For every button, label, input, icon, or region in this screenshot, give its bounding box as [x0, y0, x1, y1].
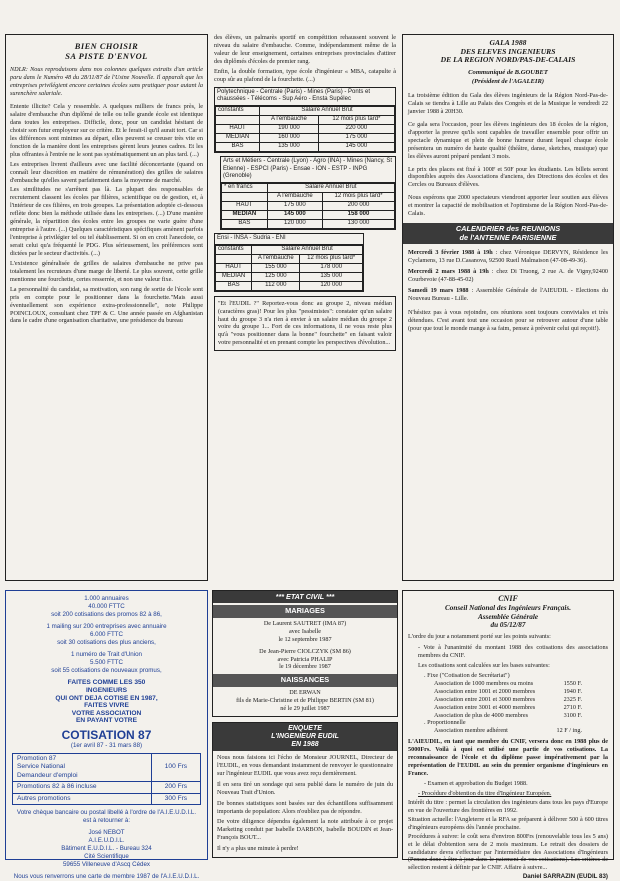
fee-value: 2325 F.	[563, 695, 582, 703]
cnif-fixe: . Fixe ("Cotisation de Secrétariat")	[424, 671, 510, 679]
fee-label: Association de 1000 membres ou moins	[434, 679, 534, 687]
gala-paragraph: Ce gala sera l'occasion, pour les élèves ingénieurs des 18 écoles de la région, d'apporter la preuve qu'ils sont capables de travailler ensemble pour offrir un spectacle dynamique et plein de bonne humeur durant lequel chaque école présentera un numéro de haute qualité (théâtre, danse, sketches, musique) que les élèves auront préparé pendant 3 mois.	[408, 120, 608, 160]
table-row	[13, 782, 201, 793]
fee-label: Association entre 2001 et 3000 membres	[434, 695, 536, 703]
article-continuation: des élèves, un palmarès sportif en compétition rehaussent souvent le niveau du salaire d'embauche. Comme, indépendamment même de la valeur de leur enseignement, certaines entreprises provinciales d'attirer des diplômés d'écoles de premier rang.	[214, 34, 396, 65]
article-cnif	[402, 590, 614, 881]
salary-column	[212, 34, 398, 581]
reunion-text: : chez Di Truong, 2 rue A. de Vigny,92400 Courbevoie (47-88-45-02)	[408, 268, 609, 283]
enquete-paragraph: De bonnes statistiques sont basées sur des échantillons suffisamment importants de population: Alors n'oubliez pas de répondre.	[217, 799, 393, 815]
table-row	[216, 263, 363, 272]
reunion-item	[408, 268, 608, 284]
article-paragraph: Les similitudes ne s'arrêtent pas là. La plupart des responsables de recrutement classent les écoles par filières, scientifique ou de gestion, et, à l'intérieur de ces filières, en trois groupes. La présentation adoptée ci-dessous reflète donc bien la méthode utilisée dans les entreprises. (...) D'une manière générale, la répartition des écoles entre les groupes ne varie guère d'une entreprise à l'autre. (...) Quelques caractéristiques spécifiques amènent parfois l'entreprise à privilégier tel ou tel établissement. Si on en croit l'anecdote, ce serait celui qu'a fréquenté le PDG. Plus sérieusement, les préférences sont dictées par le secteur d'activités. (...)	[10, 186, 203, 257]
table-cell: * en francs	[222, 183, 268, 192]
fee-label: Association de plus de 4000 membres	[434, 711, 528, 719]
gala-paragraph: La troisième édition du Gala des élèves ingénieurs de la Région Nord-Pas-de-Calais se tiendra à Lille au Palais des Congrès et de la Musique le vendredi 22 janvier 1988 à 20H30.	[408, 92, 608, 115]
reunions-title: CALENDRIER des REUNIONS de l'ANTENNE PARISIENNE	[403, 223, 613, 244]
table-cell: 155 000	[252, 263, 300, 272]
table-row	[222, 201, 395, 210]
table-cell: 145 000	[318, 142, 394, 151]
etat-civil	[212, 590, 398, 860]
stat-line: 1.000 annuaires	[84, 595, 129, 602]
article-paragraph: L'existence généralisée de grilles de salaires d'embauche ne prive pas totalement les recruteurs d'une marge de liberté. Le plus souvent, cette grille mentionne une fourchette, certes resserrée, et non une valeur fixe.	[10, 259, 203, 283]
salary-table	[215, 106, 395, 152]
cnif-intro: L'ordre du jour a notamment porté sur les points suivants:	[408, 633, 551, 641]
footer-note: Nous vous renverrons une carte de membre 1987 de l'A.I.E.U.D.I.L.	[13, 872, 200, 880]
fee-value: 3100 F.	[563, 711, 582, 719]
table-row	[222, 210, 395, 219]
mariage-item: De Laurent SAUTRET (IMA 87) avec Isabelle le 12 septembre 1987	[263, 619, 347, 643]
row-label: BAS	[216, 281, 252, 290]
table-row	[222, 219, 395, 228]
table-caption: Salaire Annuel Brut	[252, 245, 363, 254]
table-cell	[222, 192, 268, 201]
table-header: 12 mois plus tard*	[323, 192, 395, 201]
table-row	[216, 281, 363, 290]
table-header: A l'embauche	[252, 254, 300, 263]
cotisation-period: (1er avril 87 - 31 mars 88)	[70, 742, 143, 750]
rate-label: Promotion 87 Service National Demandeur d'emploi	[13, 754, 152, 782]
table-cell: 120 000	[267, 219, 322, 228]
table-header: 12 mois plus tard*	[300, 254, 363, 263]
enquete-paragraph: Il n'y a plus une minute à perdre!	[217, 845, 299, 853]
cnif-situation: Situation actuelle: l'Angleterre et la RFA se préparent à délivrer 500 à 600 titres d'ingénieurs européens dès l'année prochaine.	[408, 815, 608, 831]
enquete-title: ENQUETE L'INGENIEUR EUDIL EN 1988	[213, 723, 397, 751]
reunion-item	[408, 249, 608, 265]
row-label: HAUT	[216, 263, 252, 272]
stat-line: 5.500 FTTC	[89, 658, 123, 666]
schools-list: Ensi - INSA - Sudria - ENI	[215, 234, 363, 245]
table-cell: 160 000	[260, 133, 319, 142]
stat-line: soit 200 cotisations des promos 82 à 86,	[51, 610, 162, 618]
table-cell: 130 000	[323, 219, 395, 228]
rate-label: Promotions 82 à 86 incluse	[13, 782, 152, 793]
stat-line: soit 55 cotisations de nouveaux promus,	[51, 666, 162, 674]
table-cell: constants	[216, 106, 260, 115]
stat-line: 1 numéro de Trait d'Union	[70, 650, 142, 658]
article-gala	[402, 34, 614, 581]
cnif-aieudil: L'AIEUDIL, en tant que membre du CNIF, versera donc en 1988 plus de 5000Frs. Voilà à quoi est utilisé une partie de vos cotisations. La reconnaissance de l'école et du diplôme passe impérativement par la représentation de l'EUDIL au sein du premier organisme d'ingénieurs en France.	[408, 738, 608, 778]
enquete-paragraph: Nous nous faisions ici l'écho de Monsieur JOURNEL, Directeur de l'EUDIL, en vous demandant instamment de renvoyer le questionnaire sur l'ingénieur EUDIL que vous avez reçu dernièrement.	[217, 753, 393, 777]
table-header: 12 mois plus tard*	[318, 115, 394, 124]
cnif-budget: - Examen et approbation du Budget 1988.	[424, 780, 528, 788]
table-cell: 220 000	[318, 124, 394, 133]
table-cell: 158 000	[323, 210, 395, 219]
rate-label: Autres promotions	[13, 793, 152, 804]
table-cell: constants	[216, 245, 252, 254]
table-cell: 178 000	[300, 263, 363, 272]
table-row	[13, 793, 201, 804]
table-cell: 120 000	[300, 281, 363, 290]
cnif-vote: - Vote à l'unanimité du montant 1988 des cotisations des associations membres du CNIF.	[418, 644, 608, 659]
table-cell: 145 000	[267, 210, 322, 219]
fee-value: 12 F / ing.	[556, 727, 582, 735]
fee-value: 2710 F.	[563, 703, 582, 711]
article-paragraph: Entente illicite? Cela y ressemble. A quelques milliers de francs près, le salaire d'embauche d'un diplômé de telle ou telle grande école est identique dans toutes les entreprises. Difficile, donc, pour un candidat hésitant de choisir son futur employeur sur ce critère. Et le ferait-il qu'il aurait tort. Car si les différences sont minimes au départ, elles peuvent se creuser très vite en fonction de la manière dont les entreprises gèrent leurs jeunes cadres. Et les plus offrantes à l'entrée ne le sont pas systématiquement un an plus tard. (...)	[10, 103, 203, 158]
schools-list: Polytechnique - Centrale (Paris) - Mines (Paris) - Ponts et chaussées - Télécoms - Sup Aéro - Ensta Supélec	[215, 88, 395, 106]
table-header: A l'embauche	[267, 192, 322, 201]
row-label: MEDIAN	[222, 210, 268, 219]
table-row	[216, 124, 395, 133]
fee-row	[408, 688, 608, 696]
cnif-subtitle: Conseil National des Ingénieurs Français. Assemblée Générale du 05/12/87	[444, 604, 571, 629]
fee-row	[408, 680, 608, 688]
reunion-text: : Assemblée Générale de l'AIEUDIL - Elections du Nouveau Bureau - Lille.	[408, 286, 609, 302]
fee-row	[408, 712, 608, 720]
reunion-text: : chez Véronique DERVYN, Résidence les Cyclamens, 13 rue D.Casanova, 92500 Rueil Malmaison (47-08-49-36).	[408, 249, 609, 265]
fee-label: Association entre 3001 et 4000 membres	[434, 703, 536, 711]
enquete-paragraph: De votre diligence dépendra également la note attribuée à ce projet Marketing conduit par Isabelle DARBON, Isabelle BOUDIN et Jean-François BOUT...	[217, 818, 393, 842]
stat-line: 40.000 FTTC	[88, 602, 125, 610]
table-caption: Salaire Annuel Brut	[267, 183, 394, 192]
table-cell: 175 000	[267, 201, 322, 210]
stat-line: 6.000 FTTC	[89, 630, 123, 638]
etat-civil-header: *** ETAT CIVIL ***	[213, 591, 397, 603]
fee-row	[408, 696, 608, 704]
row-label: HAUT	[216, 124, 260, 133]
article-continuation-2: Enfin, la double formation, type école d'ingénieur « MBA, catapulte à coup sûr au plafond de la fourchette. (...)	[214, 67, 396, 83]
table-row	[13, 754, 201, 782]
stat-line: soit 30 cotisations des plus anciens,	[57, 638, 156, 646]
table-row	[216, 272, 363, 281]
fee-label: Association membre adhérent	[434, 727, 508, 735]
cnif-prop: . Proportionnelle	[424, 719, 466, 727]
cnif-procedure-title: - Procédure d'obtention du titre d'Ingénieur Européen.	[418, 789, 552, 797]
reunion-date: Samedi 19 mars 1988	[408, 286, 469, 294]
fee-label: Association entre 1001 et 2000 membres	[434, 687, 536, 695]
row-label: BAS	[216, 142, 260, 151]
table-row	[216, 133, 395, 142]
etat-civil-box	[212, 590, 398, 717]
table-cell: 175 000	[318, 133, 394, 142]
table-cell: 190 000	[260, 124, 319, 133]
table-cell	[216, 254, 252, 263]
payment-info: Votre chèque bancaire ou postal libellé à l'ordre de l'A.I.E.U.D.I.L. est à retourner à:	[16, 809, 197, 825]
gala-paragraph: Le prix des places est fixé à 100F et 50F pour les étudiants. Les billets seront disponibles auprès des Associations d'anciens, des Directions des écoles et des Cercles ou Bureaux d'élèves.	[408, 165, 608, 189]
fee-row	[408, 727, 608, 735]
mariages-title: MARIAGES	[213, 605, 397, 618]
salary-footnote: "Et l'EUDIL ?" Reportez-vous donc au groupe 2, niveau médian (caractères gras)! Pour les plus "pessimistes": constater qu'un salaire haut du groupe 3 n'a rien à envier à un salaire médian du groupe 2 voire du groupe 1... Fort de ces informations, il ne vous reste plus qu'à "vous positionner dans la bonne" fourchette" en faisant valoir votre personnalité et en prenant compte les perspectives d'évolution...	[214, 296, 396, 352]
address: José NEBOT A.I.E.U.D.I.L. Bâtiment E.U.D.I.L. - Bureau 324 Cité Scientifique 59655 Villeneuve d'Ascq Cédex	[61, 829, 152, 868]
fee-value: 1550 F.	[563, 679, 582, 687]
cnif-procedures: Procédures à suivre: le coût sera d'environ 800Frs (renouvelable tous les 5 ans) et le délai d'obtention sera de 2 mois maximum. Le retrait des dossiers de candidature devra s'effectuer par l'intermédiaire des Associations d'Ingénieurs (Pensez donc à être à jour dans le paiement de vos cotisations). Les critères de sélection restent à définir par le CNIF. Affaire à suivre...	[408, 832, 608, 872]
reunion-date: Mercredi 2 mars 1988 à 19h	[408, 268, 489, 276]
row-label: MEDIAN	[216, 133, 260, 142]
mariage-item: De Jean-Pierre CIOLCZYK (SM 86) avec Patricia PHALIP le 19 décembre 1987	[259, 647, 351, 671]
reunion-item	[408, 287, 608, 303]
cotisation-title: COTISATION 87	[61, 727, 152, 742]
article-title: BIEN CHOISIR	[74, 42, 139, 51]
row-label: BAS	[222, 219, 268, 228]
enquete-paragraph: Il en sera tiré un sondage qui sera publié dans le numéro de juin du Nouveau Trait d'Union.	[217, 780, 393, 796]
row-label: MEDIAN	[216, 272, 252, 281]
table-row	[216, 142, 395, 151]
gala-byline: Communiqué de B.GOUBET (Président de l'AGALEIR)	[468, 69, 548, 85]
fee-row	[408, 704, 608, 712]
article-intro: NDLR: Nous reproduisons dans nos colonnes quelques extraits d'un article paru dans le Numéro 48 du 28/11/87 de l'Usine Nouvelle. Il apparaît que les entreprises privilégient encore certaines écoles sans pratiquer pour autant la surenchère salariale.	[10, 66, 203, 98]
table-cell: 125 000	[252, 272, 300, 281]
stat-line: 1 mailing sur 200 entreprises avec annuaire	[46, 622, 167, 630]
rate-price: 300 Frs	[151, 793, 200, 804]
article-bien-choisir	[5, 34, 208, 581]
row-label: HAUT	[222, 201, 268, 210]
gala-title: GALA 1988 DES ELEVES INGENIEURS DE LA REGION NORD/PAS-DE-CALAIS	[440, 38, 576, 65]
salary-table-group-3	[214, 233, 364, 292]
table-cell: 200 000	[323, 201, 395, 210]
article-subtitle: SA PISTE D'ENVOL	[65, 51, 148, 61]
table-cell: 135 000	[300, 272, 363, 281]
cotisation-panel	[5, 590, 208, 880]
naissances-title: NAISSANCES	[213, 674, 397, 687]
rate-price: 200 Frs	[151, 782, 200, 793]
article-paragraph: La personnalité du candidat, sa motivation, son rang de sortie de l'école sont pris en compte pour le positionner dans la fourchette."Mais aussi éventuellement son expérience extra-professionnelle", note Philippe POINCLOUX, consultant chez TPF & C. Une année passée en Afghanistan dans le cadre d'une organisation charitative, une présidence du bureau	[10, 285, 203, 325]
table-cell: 112 000	[252, 281, 300, 290]
salary-table-group-1	[214, 87, 396, 153]
cnif-calc: Les cotisations sont calculées sur les bases suivantes:	[418, 661, 550, 669]
naissance-item: DE ERWAN fils de Marie-Christine et de Philippe BERTIN (SM 81) né le 29 juillet 1987	[236, 688, 374, 712]
cnif-title: CNIF	[498, 594, 518, 603]
salary-table-group-2	[220, 156, 396, 230]
cnif-procedure: Intérêt du titre : permet la circulation des ingénieurs dans tous les pays d'Europe en vue de l'ouverture des frontières en 1992.	[408, 798, 608, 814]
schools-list: Arts et Métiers - Centrale (Lyon) - Agro (INA) - Mines (Nancy, St Etienne) - ESPCI (Paris) - Ensae - ION - ESTP - INPG (Grenoble)	[221, 157, 395, 183]
slogan: FAITES COMME LES 350 INGENIEURS QUI ONT DEJA COTISE EN 1987, FAITES VIVRE VOTRE ASSOCIATION EN PAYANT VOTRE	[55, 679, 158, 725]
rate-price: 100 Frs	[151, 754, 200, 782]
fee-value: 1940 F.	[563, 687, 582, 695]
article-paragraph: Les entreprises livrent d'ailleurs avec une facilité déconcertante (quand on connaît leur discrétion en matière de rémunération) des grilles de salaires d'embauche qu'elles savent parfaitement dans la moyenne de marché.	[10, 160, 203, 184]
enquete-box	[212, 722, 398, 858]
table-cell: 135 000	[260, 142, 319, 151]
cnif-signature: Daniel SARRAZIN (EUDIL 83)	[522, 873, 608, 881]
rates-table	[12, 753, 201, 805]
salary-table	[221, 183, 395, 229]
reunion-date: Mercredi 3 février 1988 à 19h	[408, 249, 493, 257]
table-header: A l'embauche	[260, 115, 319, 124]
reunion-closing: N'hésitez pas à vous rejoindre, ces réunions sont toujours conviviales et très détendues. C'est avant tout une occasion pour se retrouver autour d'une table (pour que tout le monde mange à sa faim, pensez à prévenir celui qui reçoit!).	[408, 308, 608, 332]
table-caption: Salaire Annuel Brut	[260, 106, 395, 115]
salary-table	[215, 245, 363, 291]
gala-paragraph: Nous espérons que 2000 spectateurs viendront apporter leur soutien aux élèves et montrer la capacité de mobilisation et l'optimisme de la Région Nord-Pas-de-Calais.	[408, 194, 608, 218]
table-cell	[216, 115, 260, 124]
